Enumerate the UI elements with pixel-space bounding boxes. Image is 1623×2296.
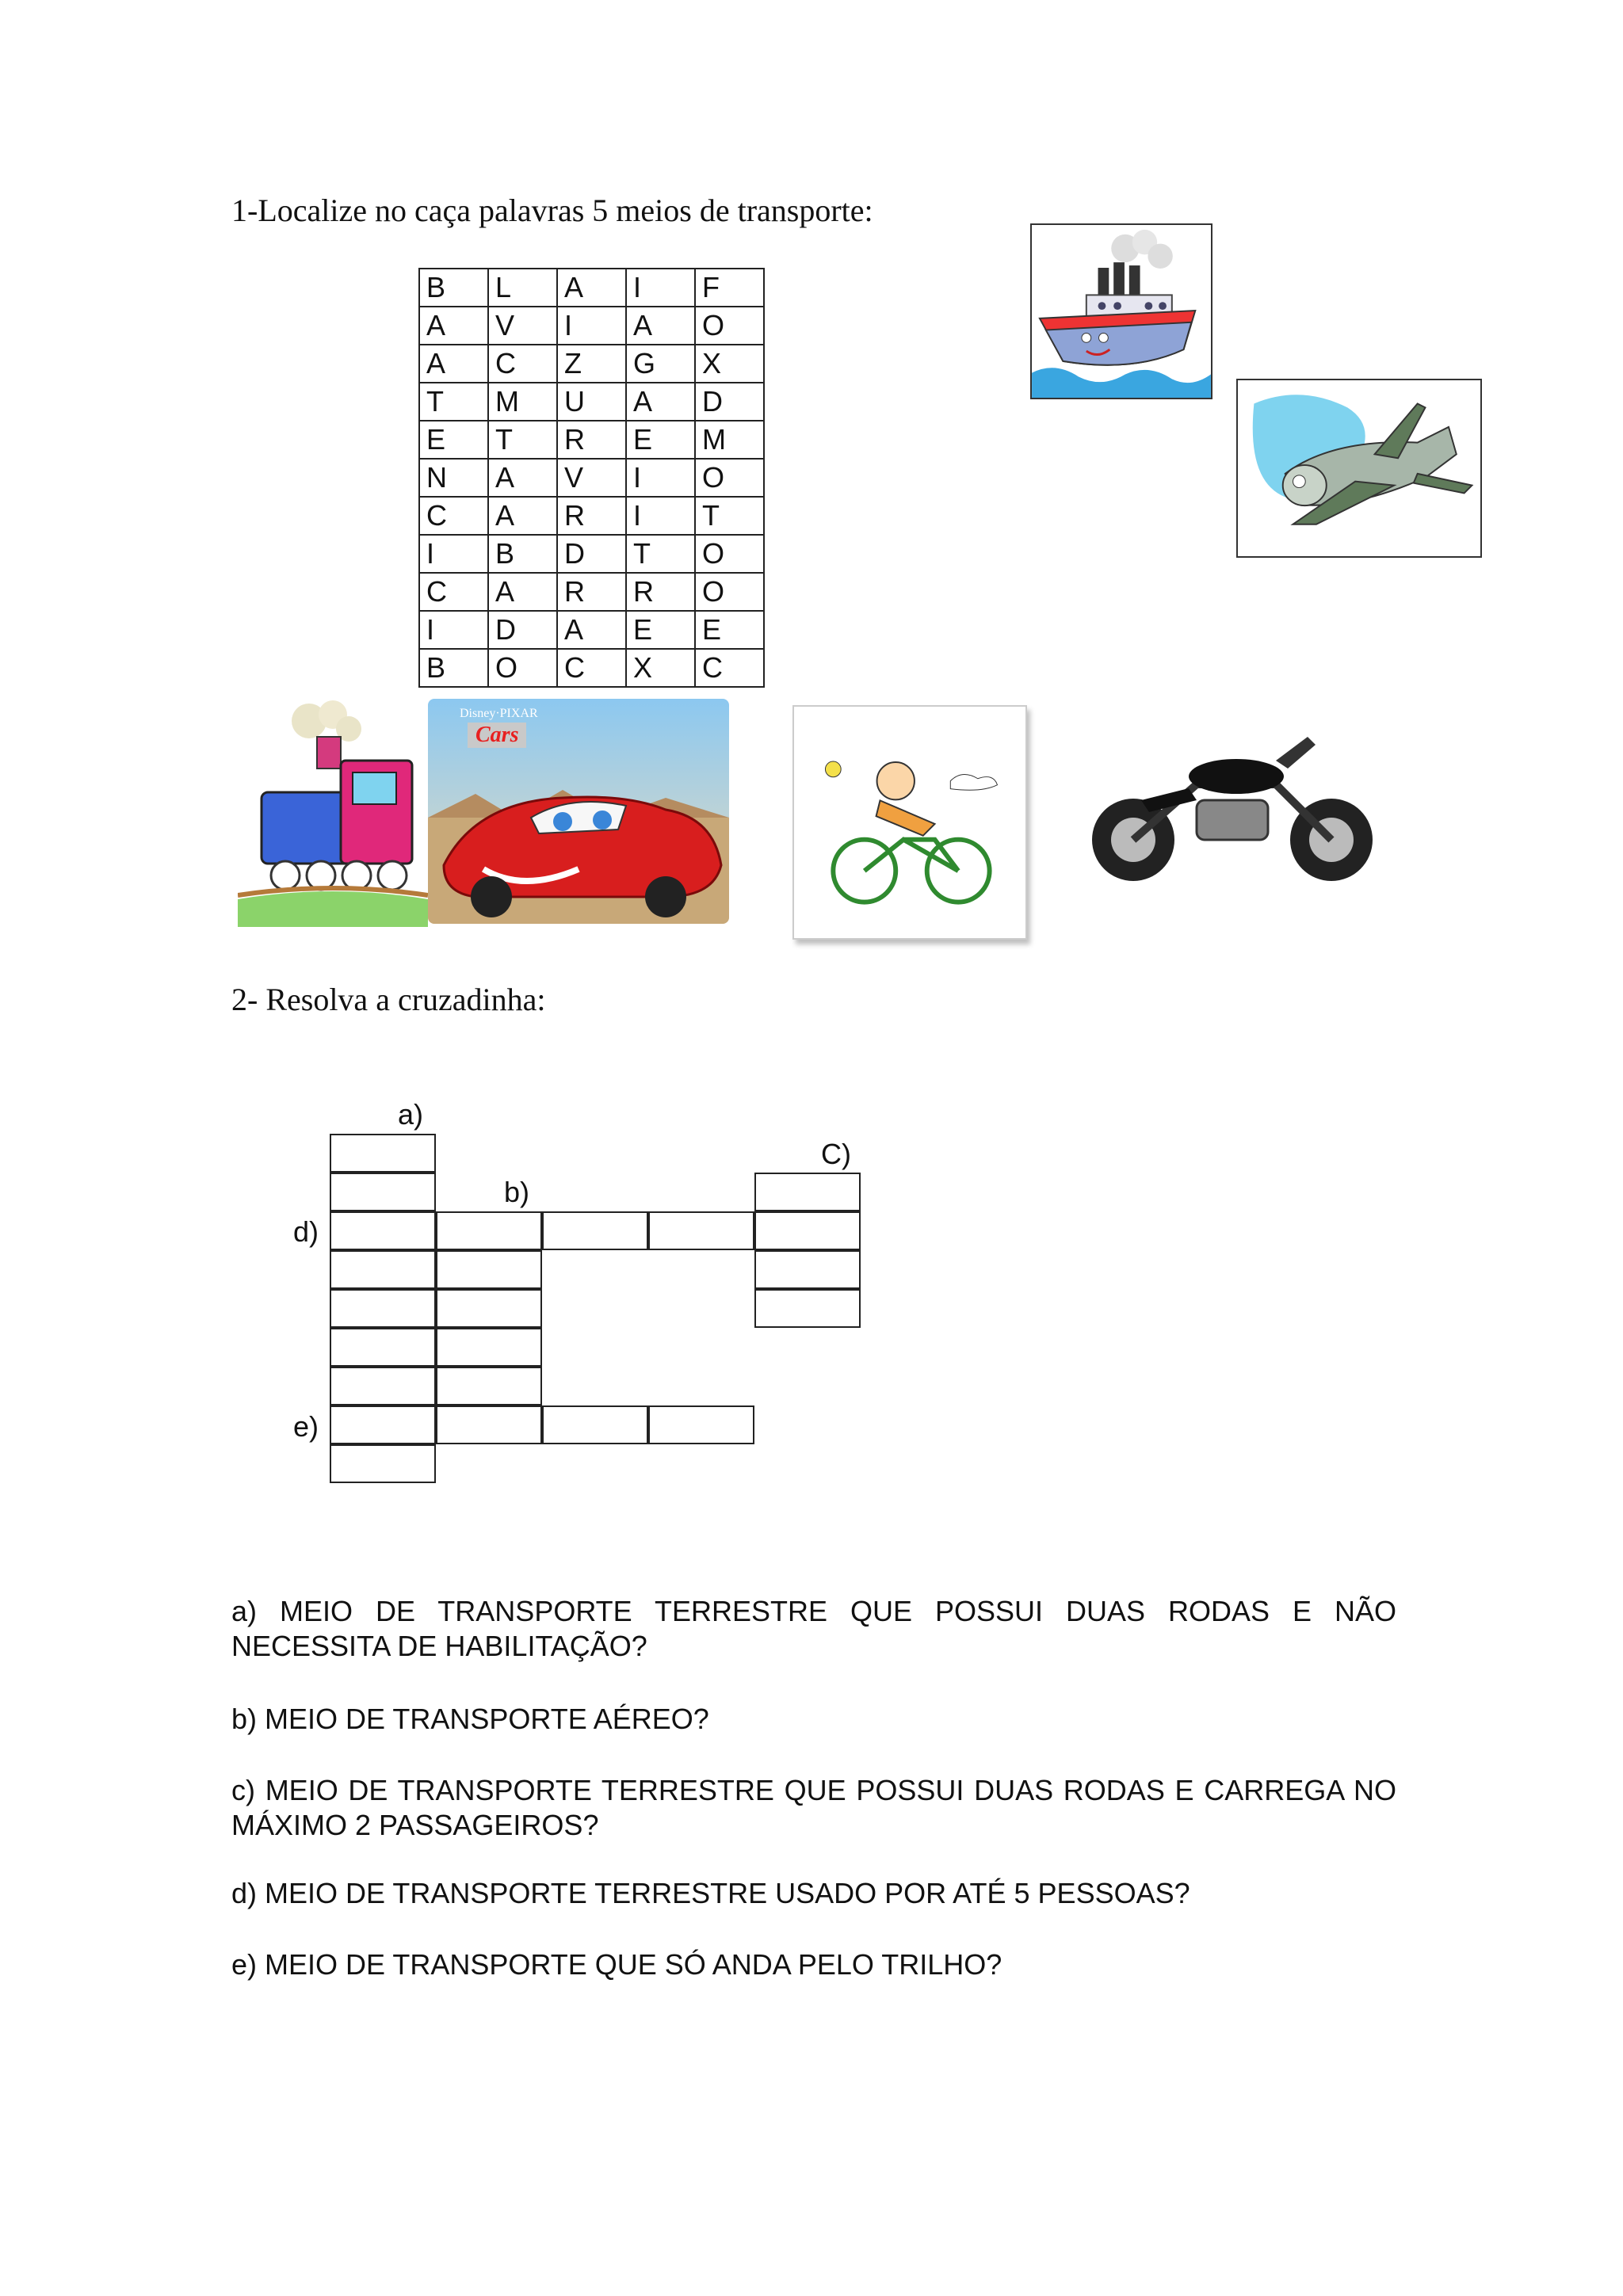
word-search-cell: A: [419, 307, 488, 345]
word-search-cell: V: [557, 459, 626, 497]
word-search-cell: O: [695, 535, 764, 573]
crossword-label-a: a): [398, 1098, 424, 1131]
word-search-cell: C: [488, 345, 557, 383]
word-search-cell: Z: [557, 345, 626, 383]
word-search-cell: M: [695, 421, 764, 459]
word-search-cell: E: [419, 421, 488, 459]
word-search-cell: B: [419, 649, 488, 687]
crossword-label-b: b): [504, 1176, 530, 1208]
crossword-cell[interactable]: [436, 1250, 542, 1289]
crossword-cell[interactable]: [542, 1405, 648, 1444]
word-search-cell: C: [419, 497, 488, 535]
motorcycle-picture: [1078, 713, 1387, 911]
word-search-cell: V: [488, 307, 557, 345]
word-search-cell: A: [557, 269, 626, 307]
word-search-cell: C: [419, 573, 488, 611]
crossword-cell[interactable]: [330, 1250, 436, 1289]
crossword-cell[interactable]: [648, 1405, 754, 1444]
word-search-row: [419, 307, 764, 345]
word-search-row: [419, 421, 764, 459]
word-search-cell: A: [419, 345, 488, 383]
word-search-cell: G: [626, 345, 695, 383]
train-picture: [238, 697, 428, 927]
ship-picture: [1030, 223, 1212, 399]
question-e: e) MEIO DE TRANSPORTE QUE SÓ ANDA PELO TRILHO?: [231, 1948, 1002, 1981]
word-search-cell: C: [557, 649, 626, 687]
word-search-cell: B: [419, 269, 488, 307]
crossword-cell[interactable]: [436, 1211, 542, 1250]
word-search-cell: E: [626, 611, 695, 649]
word-search-cell: X: [626, 649, 695, 687]
word-search-row: [419, 573, 764, 611]
word-search-cell: L: [488, 269, 557, 307]
question-c: c) MEIO DE TRANSPORTE TERRESTRE QUE POSSUI DUAS RODAS E CARREGA NO MÁXIMO 2 PASSAGEIROS?: [231, 1774, 1396, 1841]
crossword-cell[interactable]: [330, 1328, 436, 1367]
word-search-cell: U: [557, 383, 626, 421]
section1-title: 1-Localize no caça palavras 5 meios de transporte:: [231, 193, 873, 228]
word-search-row: [419, 269, 764, 307]
word-search-cell: I: [557, 307, 626, 345]
word-search-cell: I: [419, 611, 488, 649]
word-search-cell: A: [626, 383, 695, 421]
word-search-row: [419, 649, 764, 687]
word-search-cell: O: [695, 459, 764, 497]
word-search-cell: O: [695, 307, 764, 345]
word-search-cell: T: [419, 383, 488, 421]
crossword-label-e: e): [293, 1410, 319, 1443]
word-search-cell: I: [626, 269, 695, 307]
word-search-row: [419, 459, 764, 497]
word-search-grid: [418, 268, 765, 688]
word-search-row: [419, 611, 764, 649]
word-search-row: [419, 535, 764, 573]
crossword-cell[interactable]: [436, 1367, 542, 1405]
car-logo-text: Disney·PIXAR: [460, 707, 538, 720]
crossword-label-c: C): [821, 1138, 851, 1170]
crossword-cell[interactable]: [330, 1405, 436, 1444]
airplane-picture: [1236, 379, 1482, 558]
word-search-cell: X: [695, 345, 764, 383]
word-search-cell: R: [557, 497, 626, 535]
crossword-cell[interactable]: [330, 1211, 436, 1250]
word-search-cell: A: [488, 573, 557, 611]
word-search-cell: D: [557, 535, 626, 573]
crossword-label-d: d): [293, 1215, 319, 1248]
word-search-row: [419, 345, 764, 383]
crossword-cell[interactable]: [754, 1289, 861, 1328]
question-b: b) MEIO DE TRANSPORTE AÉREO?: [231, 1703, 709, 1735]
car-title-text: Cars: [468, 723, 526, 748]
crossword-cell[interactable]: [754, 1211, 861, 1250]
word-search-cell: N: [419, 459, 488, 497]
word-search-cell: A: [557, 611, 626, 649]
word-search-cell: A: [626, 307, 695, 345]
car-picture: [428, 699, 729, 924]
word-search-cell: R: [557, 421, 626, 459]
word-search-cell: I: [626, 459, 695, 497]
word-search-cell: T: [695, 497, 764, 535]
crossword-cell[interactable]: [754, 1173, 861, 1211]
word-search-cell: M: [488, 383, 557, 421]
word-search-cell: E: [626, 421, 695, 459]
crossword-cell[interactable]: [330, 1173, 436, 1211]
word-search-cell: T: [488, 421, 557, 459]
word-search-cell: I: [626, 497, 695, 535]
word-search-cell: T: [626, 535, 695, 573]
word-search-cell: F: [695, 269, 764, 307]
crossword-cell[interactable]: [542, 1211, 648, 1250]
question-d: d) MEIO DE TRANSPORTE TERRESTRE USADO POR ATÉ 5 PESSOAS?: [231, 1877, 1190, 1909]
word-search-cell: B: [488, 535, 557, 573]
word-search-cell: D: [488, 611, 557, 649]
word-search-cell: A: [488, 497, 557, 535]
crossword-cell[interactable]: [648, 1211, 754, 1250]
word-search-cell: R: [557, 573, 626, 611]
crossword-cell[interactable]: [436, 1405, 542, 1444]
crossword-cell[interactable]: [330, 1367, 436, 1405]
word-search-row: [419, 383, 764, 421]
section2-title: 2- Resolva a cruzadinha:: [231, 982, 546, 1017]
crossword-cell[interactable]: [754, 1250, 861, 1289]
crossword-cell[interactable]: [436, 1289, 542, 1328]
word-search-cell: O: [488, 649, 557, 687]
word-search-cell: E: [695, 611, 764, 649]
question-a: a) MEIO DE TRANSPORTE TERRESTRE QUE POSSUI DUAS RODAS E NÃO NECESSITA DE HABILITAÇÃO?: [231, 1595, 1396, 1662]
crossword-cell[interactable]: [330, 1444, 436, 1483]
crossword-cell[interactable]: [330, 1134, 436, 1173]
word-search-cell: R: [626, 573, 695, 611]
crossword-cell[interactable]: [436, 1328, 542, 1367]
word-search-row: [419, 497, 764, 535]
bicycle-picture: [792, 705, 1027, 940]
word-search-cell: O: [695, 573, 764, 611]
word-search-cell: D: [695, 383, 764, 421]
word-search-cell: C: [695, 649, 764, 687]
word-search-cell: I: [419, 535, 488, 573]
crossword-cell[interactable]: [330, 1289, 436, 1328]
word-search-cell: A: [488, 459, 557, 497]
